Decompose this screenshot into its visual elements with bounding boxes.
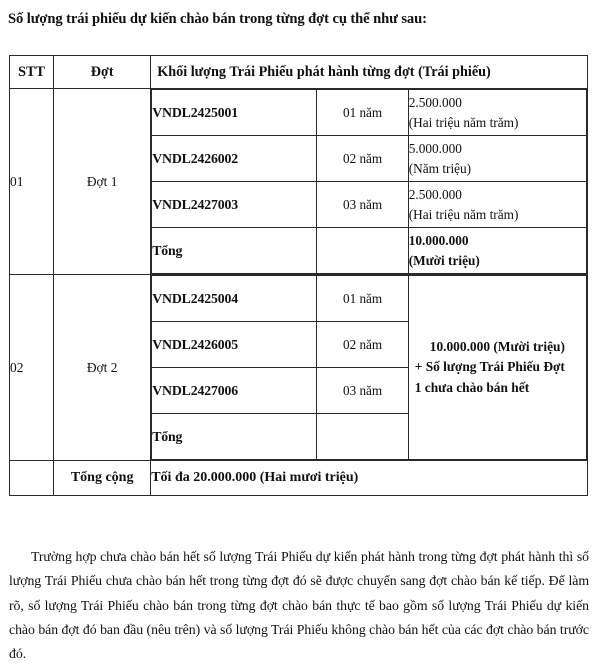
- bond-term: 03 năm: [317, 368, 408, 414]
- section-1-dot: Đợt 1: [54, 89, 151, 275]
- bond-term: 01 năm: [317, 90, 408, 136]
- spanned-amount-line-3: 1 chưa chào bán hết: [414, 379, 530, 395]
- section-2-stt: 02: [10, 275, 54, 461]
- subtotal-amount-number: 10.000.000: [408, 233, 469, 249]
- bond-amount-number: 2.500.000: [408, 95, 462, 111]
- bond-term: 02 năm: [317, 136, 408, 182]
- spanned-amount-line-1: 10.000.000 (Mười triệu): [429, 339, 565, 355]
- subtotal-row: [152, 228, 587, 274]
- bond-term: 03 năm: [317, 182, 408, 228]
- bond-code: VNDL2426002: [152, 136, 317, 182]
- bond-amount: [408, 182, 586, 228]
- subtotal-term: [317, 414, 408, 460]
- bond-code: VNDL2427003: [152, 182, 317, 228]
- table-row: [10, 275, 588, 461]
- closing-paragraph: Trường hợp chưa chào bán hết số lượng Trái Phiếu dự kiến phát hành trong từng đợt phát hành thì số lượng Trái Phiếu chưa chào bán hết trong từng đợt đó sẽ được chuyển sang đợt chào bán kế tiếp. Để làm rõ, số lượng Trái Phiếu chào bán trong từng đợt chào bán thực tế bao gồm số lượng Trái Phiếu dự kiến chào bán đợt đó ban đầu (nêu trên) và số lượng Trái Phiếu không chào bán hết của các đợt chào bán trước đó.: [9, 548, 589, 662]
- spanned-amount-line-2: + Số lượng Trái Phiếu Đợt: [414, 359, 565, 375]
- list-item: [152, 90, 587, 136]
- bond-amount-words: (Năm triệu): [408, 160, 472, 176]
- section-1-volume-cell: [151, 89, 588, 275]
- bond-issuance-table: [9, 55, 588, 496]
- bond-code: VNDL2426005: [152, 322, 317, 368]
- header-stt: STT: [10, 56, 54, 89]
- bond-amount-words: (Hai triệu năm trăm): [408, 206, 519, 222]
- subtotal-amount-words: (Mười triệu): [408, 252, 480, 268]
- section-2-spanned-amount: [408, 276, 586, 460]
- list-item: [152, 182, 587, 228]
- intro-heading: Số lượng trái phiếu dự kiến chào bán trong từng đợt cụ thể như sau:: [8, 11, 427, 27]
- section-2-inner-table: [151, 275, 587, 460]
- subtotal-term: [317, 228, 408, 274]
- grand-total-label: Tổng cộng: [54, 461, 151, 496]
- list-item: [152, 136, 587, 182]
- bond-amount-number: 2.500.000: [408, 187, 462, 203]
- subtotal-label: Tổng: [152, 228, 317, 274]
- bond-code: VNDL2427006: [152, 368, 317, 414]
- bond-code: VNDL2425001: [152, 90, 317, 136]
- bond-amount-words: (Hai triệu năm trăm): [408, 114, 519, 130]
- bond-term: 02 năm: [317, 322, 408, 368]
- bond-amount-number: 5.000.000: [408, 141, 462, 157]
- section-1-inner-table: [151, 89, 587, 274]
- subtotal-label: Tổng: [152, 414, 317, 460]
- bond-amount: [408, 90, 586, 136]
- bond-code: VNDL2425004: [152, 276, 317, 322]
- list-item: [152, 276, 587, 322]
- grand-total-stt: [10, 461, 54, 496]
- header-volume: Khối lượng Trái Phiếu phát hành từng đợt (Trái phiếu): [151, 56, 588, 89]
- section-1-stt: 01: [10, 89, 54, 275]
- section-2-volume-cell: [151, 275, 588, 461]
- subtotal-amount: [408, 228, 586, 274]
- section-2-dot: Đợt 2: [54, 275, 151, 461]
- grand-total-row: [10, 461, 588, 496]
- grand-total-value: Tối đa 20.000.000 (Hai mươi triệu): [151, 461, 588, 496]
- table-header-row: [10, 56, 588, 89]
- header-dot: Đợt: [54, 56, 151, 89]
- bond-term: 01 năm: [317, 276, 408, 322]
- table-row: [10, 89, 588, 275]
- bond-amount: [408, 136, 586, 182]
